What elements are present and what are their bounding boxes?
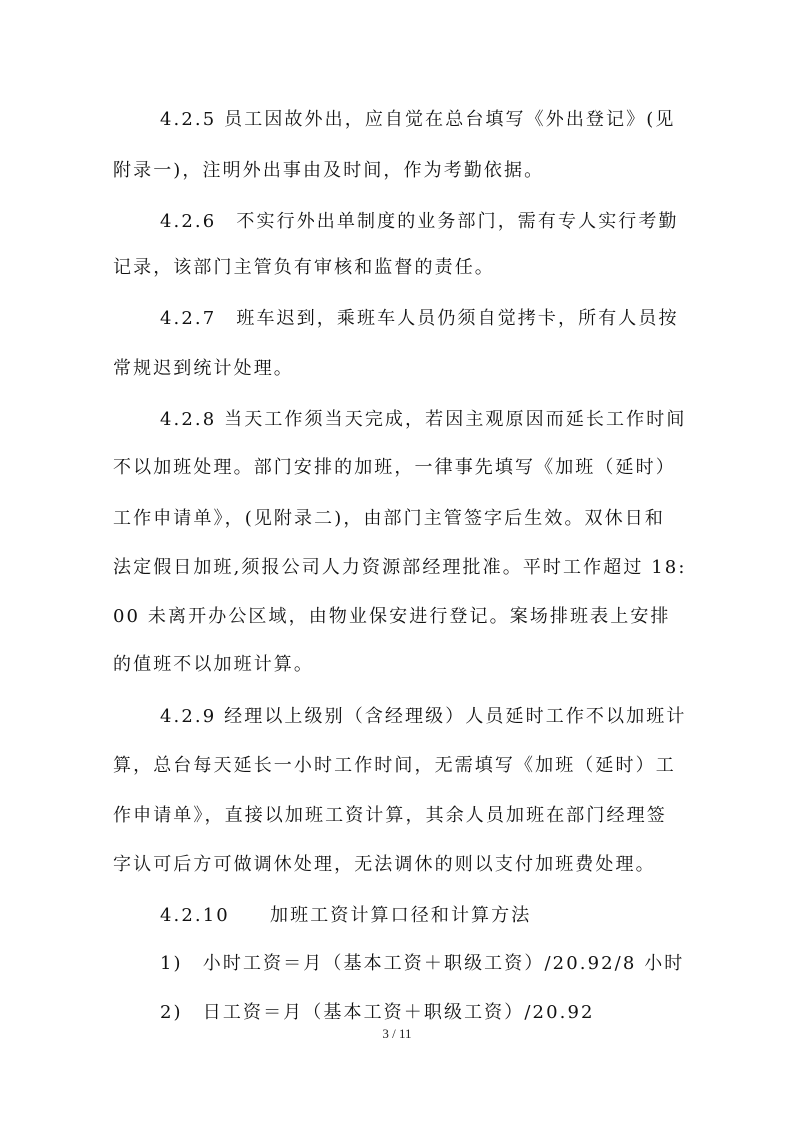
paragraph-4-2-8-line-2: 不以加班处理。部门安排的加班，一律事先填写《加班（延时）	[113, 457, 676, 478]
list-item-2: 2) 日工资＝月（基本工资＋职级工资）/20.92	[160, 1002, 595, 1023]
paragraph-4-2-8-line-4: 法定假日加班,须报公司人力资源部经理批准。平时工作超过 18:	[113, 557, 687, 578]
paragraph-4-2-8-line-3: 工作申请单》，(见附录二)，由部门主管签字后生效。双休日和	[113, 508, 665, 529]
page-number: 3 / 11	[382, 1026, 412, 1041]
paragraph-4-2-8-line-5: 00 未离开办公区域，由物业保安进行登记。案场排班表上安排	[113, 606, 671, 627]
paragraph-4-2-9-line-2: 算，总台每天延长一小时工作时间，无需填写《加班（延时）工	[113, 755, 676, 776]
paragraph-4-2-7-line-2: 常规迟到统计处理。	[113, 358, 294, 379]
paragraph-4-2-5-line-1: 4.2.5 员工因故外出，应自觉在总台填写《外出登记》(见	[160, 109, 676, 130]
paragraph-4-2-7-line-1: 4.2.7 班车迟到，乘班车人员仍须自觉拷卡，所有人员按	[160, 308, 679, 329]
list-item-1: 1) 小时工资＝月（基本工资＋职级工资）/20.92/8 小时	[160, 953, 685, 974]
paragraph-4-2-8-line-1: 4.2.8 当天工作须当天完成，若因主观原因而延长工作时间	[160, 409, 687, 430]
paragraph-4-2-6-line-1: 4.2.6 不实行外出单制度的业务部门，需有专人实行考勤	[160, 211, 679, 232]
paragraph-4-2-8-line-6: 的值班不以加班计算。	[113, 654, 314, 675]
section-4-2-10-heading: 4.2.10 加班工资计算口径和计算方法	[160, 905, 532, 926]
paragraph-4-2-9-line-4: 字认可后方可做调休处理，无法调休的则以支付加班费处理。	[113, 854, 656, 875]
paragraph-4-2-5-line-2: 附录一)，注明外出事由及时间，作为考勤依据。	[113, 160, 545, 181]
paragraph-4-2-9-line-1: 4.2.9 经理以上级别（含经理级）人员延时工作不以加班计	[160, 706, 687, 727]
paragraph-4-2-6-line-2: 记录，该部门主管负有审核和监督的责任。	[113, 257, 495, 278]
paragraph-4-2-9-line-3: 作申请单》，直接以加班工资计算，其余人员加班在部门经理签	[113, 805, 667, 826]
